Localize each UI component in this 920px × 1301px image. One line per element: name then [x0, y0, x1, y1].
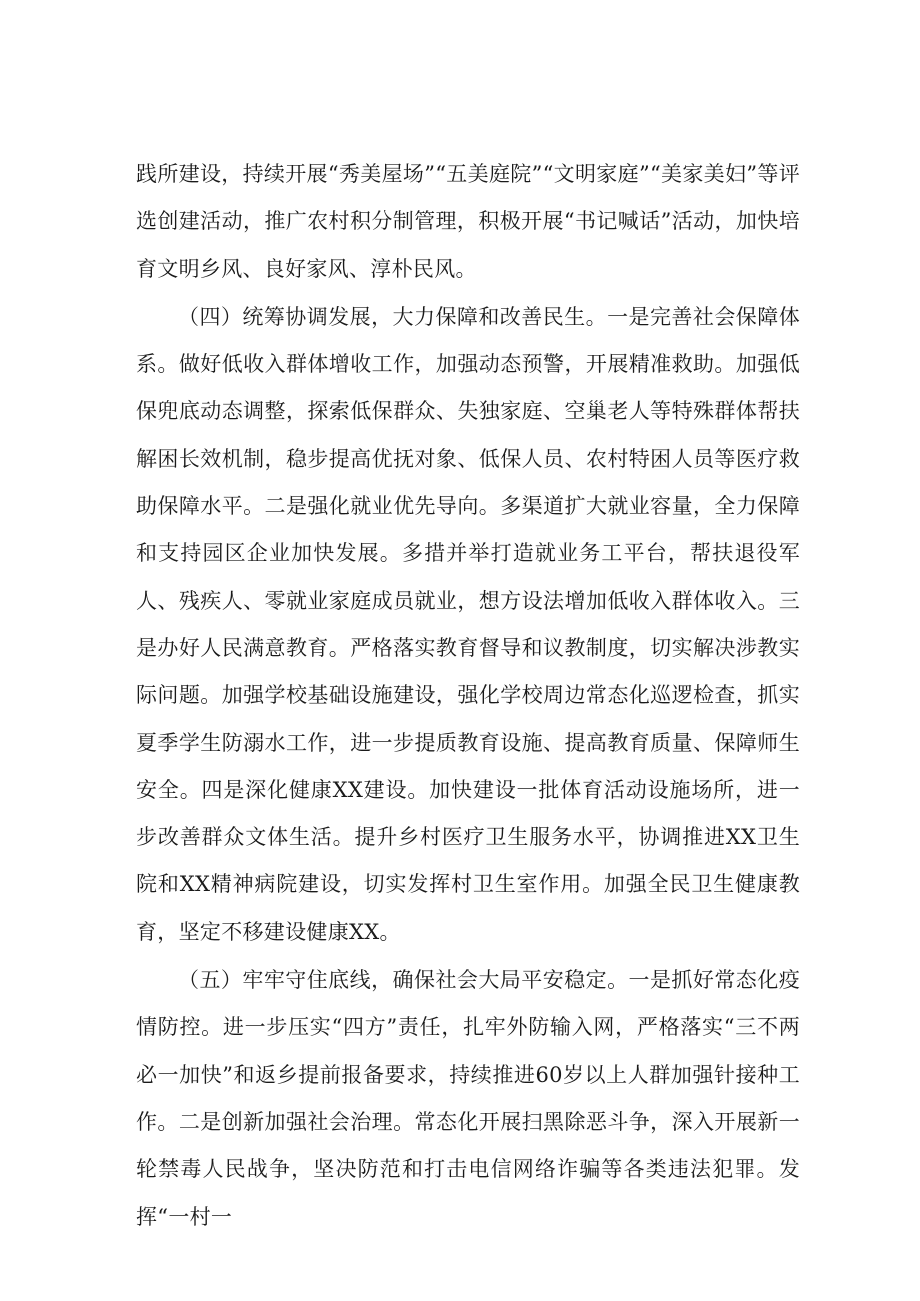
paragraph-section-five: （五）牢牢守住底线，确保社会大局平安稳定。一是抓好常态化疫情防控。进一步压实“四方”责任，扎牢外防输入网，严格落实“三不两必一加快”和返乡提前报备要求，持续推进60岁以上人群加强针接种工作。二是创新加强社会治理。常态化开展扫黑除恶斗争，深入开展新一轮禁毒人民战争，坚决防范和打击电信网络诈骗等各类违法犯罪。发挥“一村一 — [136, 968, 800, 1229]
body-text — [136, 151, 800, 1241]
paragraph-section-four: （四）统筹协调发展，大力保障和改善民生。一是完善社会保障体系。做好低收入群体增收工作，加强动态预警，开展精准救助。加强低保兜底动态调整，探索低保群众、失独家庭、空巢老人等特殊群体帮扶解困长效机制，稳步提高优抚对象、低保人员、农村特困人员等医疗救助保障水平。二是强化就业优先导向。多渠道扩大就业容量，全力保障和支持园区企业加快发展。多措并举打造就业务工平台，帮扶退役军人、残疾人、零就业家庭成员就业，想方设法增加低收入群体收入。三是办好人民满意教育。严格落实教育督导和议教制度，切实解决涉教实际问题。加强学校基础设施建设，强化学校周边常态化巡逻检查，抓实夏季学生防溺水工作，进一步提质教育设施、提高教育质量、保障师生安全。四是深化健康XX建设。加快建设一批体育活动设施场所，进一步改善群众文体生活。提升乡村医疗卫生服务水平，协调推进XX卫生院和XX精神病院建设，切实发挥村卫生室作用。加强全民卫生健康教育，坚定不移建设健康XX。 — [136, 304, 800, 944]
paragraph-continuation: 践所建设，持续开展“秀美屋场”“五美庭院”“文明家庭”“美家美妇”等评选创建活动，推广农村积分制管理，积极开展“书记喊话”活动，加快培育文明乡风、良好家风、淳朴民风。 — [136, 162, 800, 281]
